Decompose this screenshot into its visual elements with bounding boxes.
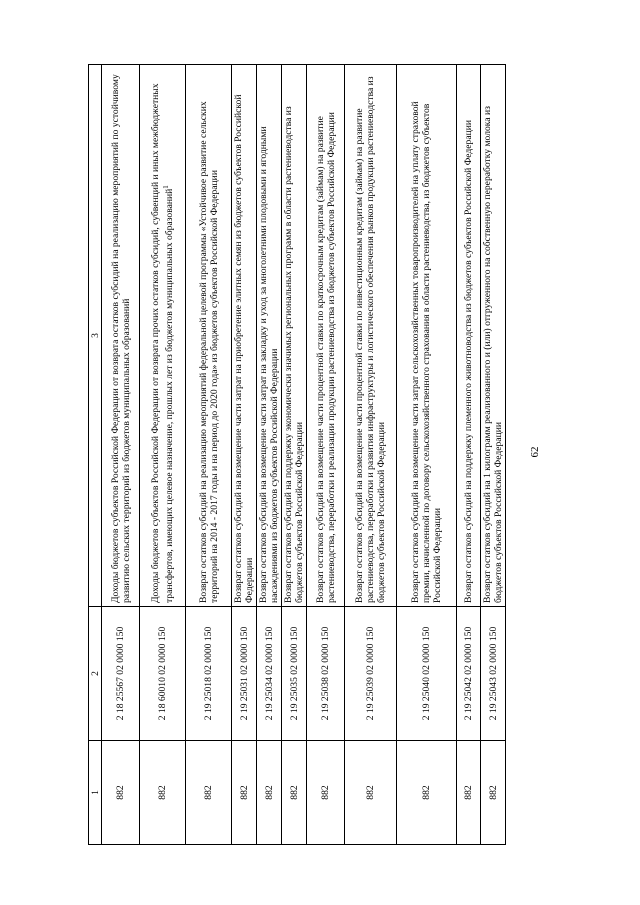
budget-classification-code-cell: 2 18 25567 02 0000 150 <box>102 607 140 741</box>
budget-classification-code-cell: 2 19 25035 02 0000 150 <box>282 607 307 741</box>
table-row <box>282 65 307 845</box>
table-row <box>232 65 257 845</box>
page-number: 62 <box>529 446 541 458</box>
table-row <box>481 65 506 845</box>
admin-code-cell: 882 <box>257 741 282 845</box>
table-row <box>307 65 345 845</box>
header-col-1: 1 <box>89 741 102 845</box>
admin-code-cell: 882 <box>397 741 457 845</box>
admin-code-cell: 882 <box>282 741 307 845</box>
budget-classification-code-cell: 2 19 25034 02 0000 150 <box>257 607 282 741</box>
admin-code-cell: 882 <box>102 741 140 845</box>
header-col-2: 2 <box>89 607 102 741</box>
income-description-cell: Возврат остатков субсидий на 1 килограмм реализованного и (или) отгруженного на собственную переработку молока из бюджетов субъектов Российской Федерации <box>481 65 506 607</box>
budget-classification-code-cell: 2 19 25038 02 0000 150 <box>307 607 345 741</box>
table-row <box>186 65 232 845</box>
budget-classification-code-cell: 2 19 25018 02 0000 150 <box>186 607 232 741</box>
budget-classification-code-cell: 2 19 25031 02 0000 150 <box>232 607 257 741</box>
income-description-cell: Доходы бюджетов субъектов Российской Федерации от возврата прочих остатков субсидий, субвенций и иных межбюджетных трансфертов, имеющих целевое назначение, прошлых лет из бюджетов муниципальных образований$^1$ <box>140 65 186 607</box>
admin-code-cell: 882 <box>457 741 481 845</box>
admin-code-cell: 882 <box>345 741 397 845</box>
budget-codes-table <box>88 64 506 845</box>
admin-code-cell: 882 <box>186 741 232 845</box>
admin-code-cell: 882 <box>481 741 506 845</box>
table-row <box>345 65 397 845</box>
admin-code-cell: 882 <box>140 741 186 845</box>
footnote-marker: 1 <box>161 185 170 189</box>
income-description-cell: Возврат остатков субсидий на возмещение части затрат на приобретение элитных семян из бюджетов субъектов Российской Федерации <box>232 65 257 607</box>
header-col-3: 3 <box>89 65 102 607</box>
income-description-cell: Возврат остатков субсидий на возмещение части затрат сельскохозяйственных товаропроизводителей на уплату страховой премии, начисленной по договору сельскохозяйственного страхования в области растениеводства, из бюджетов субъектов Российской Федерации <box>397 65 457 607</box>
income-description-cell: Возврат остатков субсидий на возмещение части затрат на закладку и уход за многолетними плодовыми и ягодными насаждениями из бюджетов субъектов Российской Федерации <box>257 65 282 607</box>
budget-classification-code-cell: 2 19 25042 02 0000 150 <box>457 607 481 741</box>
table-row <box>457 65 481 845</box>
admin-code-cell: 882 <box>232 741 257 845</box>
budget-classification-code-cell: 2 19 25040 02 0000 150 <box>397 607 457 741</box>
budget-classification-code-cell: 2 19 25043 02 0000 150 <box>481 607 506 741</box>
table-row <box>257 65 282 845</box>
table-header-row <box>89 65 102 845</box>
budget-classification-code-cell: 2 18 60010 02 0000 150 <box>140 607 186 741</box>
table-row <box>140 65 186 845</box>
rotated-table-container <box>88 65 540 845</box>
table-row <box>397 65 457 845</box>
admin-code-cell: 882 <box>307 741 345 845</box>
income-description-cell: Возврат остатков субсидий на реализацию мероприятий федеральной целевой программы «Устойчивое развитие сельских территорий на 2014 - 2017 годы и на период до 2020 года» из бюджетов субъектов Российской Федерации <box>186 65 232 607</box>
income-description-cell: Возврат остатков субсидий на возмещение части процентной ставки по инвестиционным кредитам (займам) на развитие растениеводства, переработки и развития инфраструктуры и логистического обеспечения рынков продукции растениеводства из бюджетов субъектов Российской Федерации <box>345 65 397 607</box>
table-row <box>102 65 140 845</box>
income-description-cell: Возврат остатков субсидий на поддержку экономически значимых региональных программ в области растениеводства из бюджетов субъектов Российской Федерации <box>282 65 307 607</box>
income-description-cell: Доходы бюджетов субъектов Российской Федерации от возврата остатков субсидий на реализацию мероприятий по устойчивому развитию сельских территорий из бюджетов муниципальных образований <box>102 65 140 607</box>
income-description-cell: Возврат остатков субсидий на поддержку племенного животноводства из бюджетов субъектов Российской Федерации <box>457 65 481 607</box>
income-description-cell: Возврат остатков субсидий на возмещение части процентной ставки по краткосрочным кредитам (займам) на развитие растениеводства, переработки и реализации продукции растениеводства из бюджетов субъектов Российской Федерации <box>307 65 345 607</box>
budget-classification-code-cell: 2 19 25039 02 0000 150 <box>345 607 397 741</box>
